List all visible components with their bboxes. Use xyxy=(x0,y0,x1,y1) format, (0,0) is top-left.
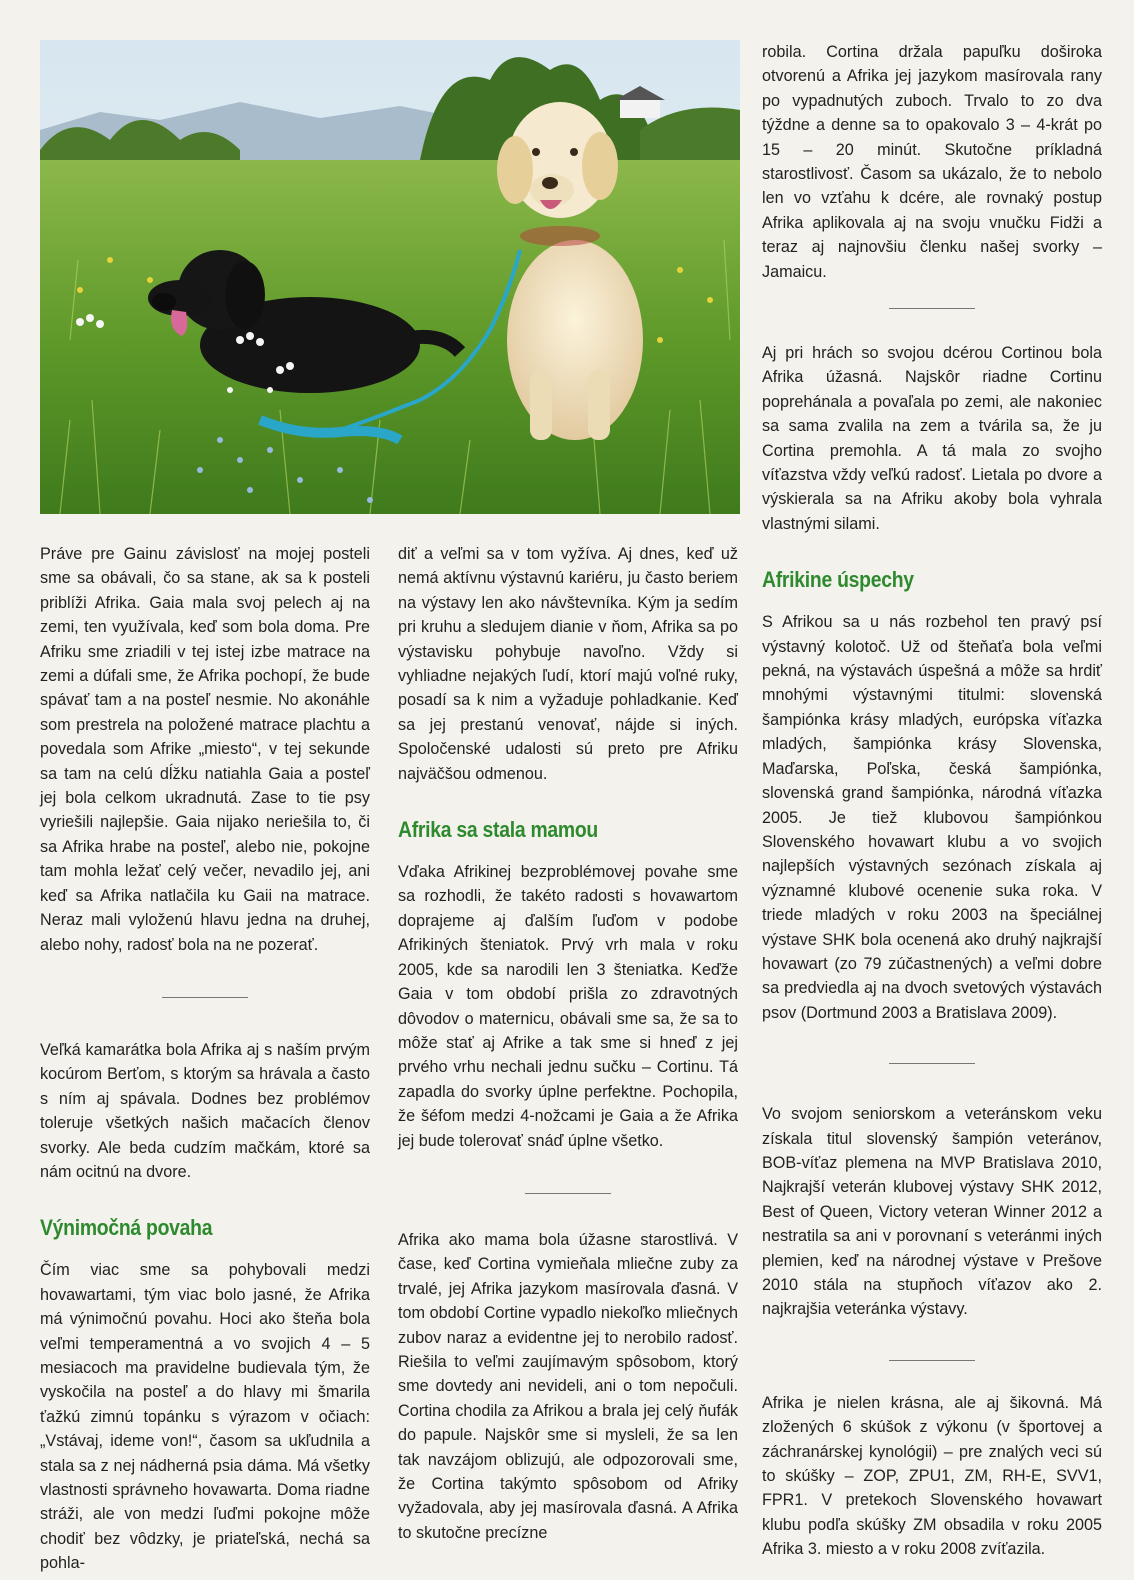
paragraph: Vo svojom seniorskom a veteránskom veku získala titul slovenský šampión veteránov, BOB-víťaz plemena na MVP Bratislava 2010, Najkrajší veterán klubovej výstavy SHK 2012, Best of Queen, Victory veteran Winner 2012 a nestratila sa ani v porovnaní s veteránmi iných plemien, keď na národnej výstave v Prešove 2010 stála na stupňoch víťazov ako 2. najkrajšia veteránka výstavy. xyxy=(762,1105,1102,1319)
column-1 xyxy=(40,542,370,1576)
paragraph: robila. Cortina držala papuľku doširoka otvorenú a Afrika jej jazykom masírovala rany po vypadnutých zuboch. Trvalo to zo dva týždne a denne sa to opakovalo 3 – 4-krát po 15 – 20 minút. Skutočne príkladná starostlivosť. Časom sa ukázalo, že to nebolo len vo vzťahu k dcére, ale rovnaký postup Afrika aplikovala aj na svoju vnučku Fidži a teraz aj najnovšiu členku našej svorky – Jamaicu. xyxy=(762,43,1102,281)
paragraph: Vďaka Afrikinej bezproblémovej povahe sme sa rozhodli, že takéto radosti s hovawartom doprajeme aj ďalším ľuďom v podobe Afrikiných šteniatok. Prvý vrh mala v roku 2005, kde sa narodili len 3 šteniatka. Keďže Gaia v tom období prišla zo zdravotných dôvodov o maternicu, obávali sme sa, že sa to môže stať aj Afrike a tak sme si hneď z jej prvého vrhu nechali jednu sučku – Cortinu. Tá zapadla do svorky úplne perfektne. Pochopila, že šéfom medzi 4-nožcami je Gaia a že Afrika jej bude tolerovať snáď úplne všetko. xyxy=(398,863,738,1150)
column-2 xyxy=(398,542,738,1545)
section-divider xyxy=(889,308,975,309)
dogs-photo xyxy=(40,40,740,514)
column-3 xyxy=(762,340,1102,1562)
section-divider xyxy=(889,1063,975,1064)
paragraph: S Afrikou sa u nás rozbehol ten pravý psí výstavný kolotoč. Už od šteňaťa bola veľmi pekná, na výstavách úspešná a môže sa hrdiť mnohými výstavnými titulmi: slovenská šampiónka krásy mladých, európska víťazka mladých, šampiónka krásy Slovenska, Maďarska, Poľska, česká šampiónka, slovenská grand šampiónka, národná víťazka 2005. Je tiež klubovou šampiónkou Slovenského hovawart klubu a vo svojich najlepších výstavných sezónach získala aj významné klubové ocenenie suka roka. V triede mladých v roku 2003 na špeciálnej výstave SHK bola ocenená ako druhý najkrajší hovawart (zo 79 zúčastnených) a veľmi dobre sa predviedla aj na dvoch svetových výstavách psov (Dortmund 2003 a Bratislava 2009). xyxy=(762,613,1102,1022)
paragraph: Aj pri hrách so svojou dcérou Cortinou bola Afrika úžasná. Najskôr riadne Cortinu poprehánala a povaľala po zemi, ale nakoniec sa sama zvalila na zem a tvárila sa, že ju Cortina premohla. A tá mala zo svojho víťazstva vždy veľkú radosť. Lietala po dvore a výskierala sa na Afriku akoby bola vyhrala vlastnými silami. xyxy=(762,344,1102,533)
section-heading: Výnimočná povaha xyxy=(40,1215,213,1241)
section-heading: Afrika sa stala mamou xyxy=(398,817,598,843)
paragraph: Čím viac sme sa pohybovali medzi hovawartami, tým viac bolo jasné, že Afrika má výnimočnú povahu. Hoci ako šteňa bola veľmi temperamentná a vo svojich 4 – 5 mesiacoch ma pravidelne budievala tým, že vyskočila na posteľ a do hlavy mi šmarila ťažkú zimnú topánku s výrazom v očiach: „Vstávaj, ideme von!“, časom sa ukľudnila a stala sa z nej nádherná psia dáma. Má všetky vlastnosti správneho hovawarta. Doma riadne stráži, ale von medzi ľuďmi pokojne môže chodiť bez vôdzky, je priateľská, nechá sa pohla- xyxy=(40,1261,370,1573)
paragraph: Afrika ako mama bola úžasne starostlivá. V čase, keď Cortina vymieňala mliečne zuby za trvalé, jej Afrika jazykom masírovala ďasná. V tom období Cortine vypadlo niekoľko mliečnych zubov naraz a evidentne jej to nerobilo radosť. Riešila to veľmi zaujímavým spôsobom, ktorý sme dovtedy ani nevideli, ani o tom nepočuli. Cortina chodila za Afrikou a brala jej celý ňufák do papule. Najskôr sme si mysleli, že sa len tak navzájom oblizujú, ale odpozorovali sme, že Cortina takýmto spôsobom od Afriky vyžadovala, aby jej masírovala ďasná. A Afrika to skutočne precízne xyxy=(398,1230,738,1542)
paragraph: Veľká kamarátka bola Afrika aj s naším prvým kocúrom Berťom, s ktorým sa hrávala a často s ním aj spávala. Dodnes bez problémov toleruje všetkých našich mačacích členov svorky. Ale beda cudzím mačkám, ktoré sa nám ocitnú na dvore. xyxy=(40,1040,370,1181)
paragraph: diť a veľmi sa v tom vyžíva. Aj dnes, keď už nemá aktívnu výstavnú kariéru, ju často beriem na výstavy len ako návštevníka. Kým ja sedím pri kruhu a sledujem dianie v ňom, Afrika sa po výstavisku pohybuje navoľno. Vždy si vyhliadne nejakých ľudí, ktorí majú voľné ruky, posadí sa k nim a vyžaduje pohladkanie. Keď sa jej prestanú venovať, nájde si iných. Spoločenské udalosti sú preto pre Afriku najväčšou odmenou. xyxy=(398,545,738,783)
paragraph: Afrika je nielen krásna, ale aj šikovná. Má zložených 6 skúšok z výkonu (v športovej a záchranárskej kynológii) – pre znalých veci sú to skúšky – ZOP, ZPU1, ZM, RH-E, SVV1, FPR1. V pretekoch Slovenského hovawart klubu podľa skúšky ZM obsadila v roku 2005 Afrika 3. miesto a v roku 2008 zvíťazila. xyxy=(762,1393,1102,1559)
section-heading: Afrikine úspechy xyxy=(762,567,914,593)
section-divider xyxy=(889,1360,975,1361)
section-divider xyxy=(162,997,248,998)
section-divider xyxy=(525,1193,611,1194)
column-3-top xyxy=(762,40,1102,284)
paragraph: Práve pre Gainu závislosť na mojej posteli sme sa obávali, čo sa stane, ak sa k posteli priblíži Afrika. Gaia mala svoj pelech aj na zemi, ten využívala, keď som bola doma. Pre Afriku sme zriadili v tej istej izbe matrace na zemi a dúfali sme, že Afrika pochopí, že bude spávať tam a na posteľ nesmie. No akonáhle som prestrela na položené matrace plachtu a povedala som Afrike „miesto“, v tej sekunde sa tam na celú dĺžku natiahla Gaia a posteľ jej bola celkom ukradnutá. Zase to tie psy vyriešili najlepšie. Gaia nijako neriešila to, či sa Afrika hrabe na posteľ, alebo nie, pokojne tam mohla ležať celý večer, nevadilo jej, ani keď sa Afrika natlačila ku Gaii na matrace. Neraz mali vyloženú hlavu jedna na druhej, alebo nohy, radosť bola na ne pozerať. xyxy=(40,545,370,954)
